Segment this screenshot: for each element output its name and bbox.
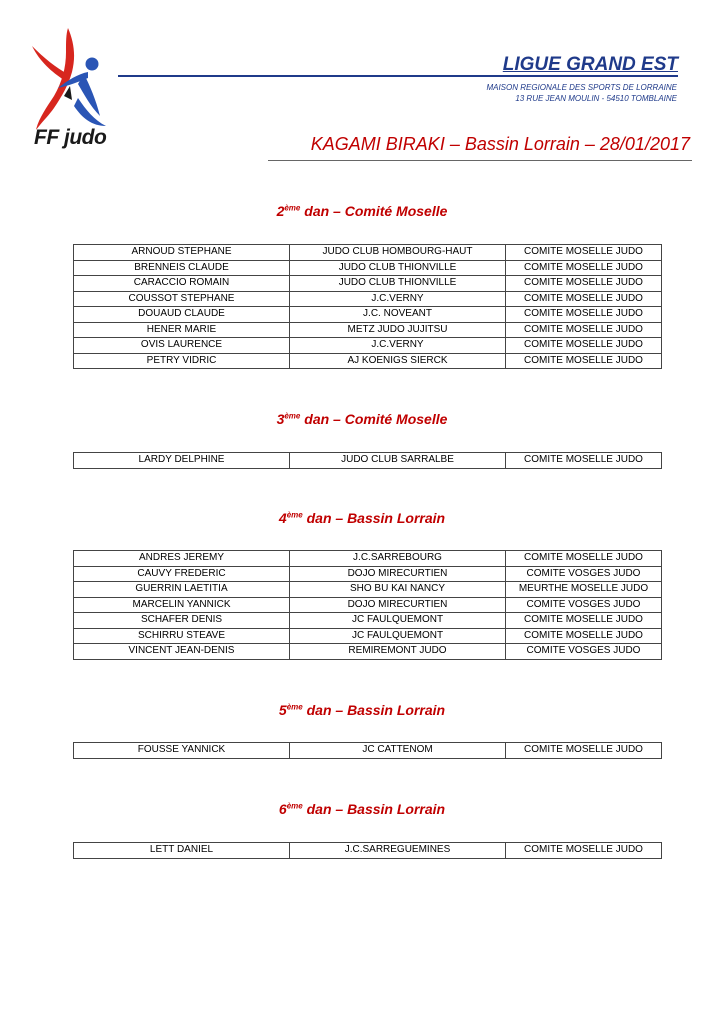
club-cell: J.C.SARREGUEMINES — [290, 843, 506, 859]
committee-cell: MEURTHE MOSELLE JUDO — [506, 582, 662, 598]
name-cell: CAUVY FREDERIC — [74, 566, 290, 582]
name-cell: BRENNEIS CLAUDE — [74, 260, 290, 276]
name-cell: HENER MARIE — [74, 322, 290, 338]
logo-red-arm — [32, 46, 68, 80]
table-row — [74, 582, 662, 598]
table-row — [74, 597, 662, 613]
committee-cell: COMITE MOSELLE JUDO — [506, 291, 662, 307]
table-row — [74, 291, 662, 307]
title-rule — [268, 160, 692, 161]
committee-cell: COMITE MOSELLE JUDO — [506, 353, 662, 369]
club-cell: J.C.VERNY — [290, 338, 506, 354]
committee-cell: COMITE MOSELLE JUDO — [506, 322, 662, 338]
name-cell: DOUAUD CLAUDE — [74, 307, 290, 323]
name-cell: PETRY VIDRIC — [74, 353, 290, 369]
committee-cell: COMITE MOSELLE JUDO — [506, 743, 662, 759]
committee-cell: COMITE MOSELLE JUDO — [506, 276, 662, 292]
name-cell: SCHAFER DENIS — [74, 613, 290, 629]
section-title-2dan: 2ème dan – Comité Moselle — [276, 203, 448, 219]
table-row — [74, 322, 662, 338]
address-line-1: MAISON REGIONALE DES SPORTS DE LORRAINE — [486, 83, 677, 92]
table-5dan — [73, 742, 662, 759]
section-title-6dan: 6ème dan – Bassin Lorrain — [278, 801, 446, 817]
table-row — [74, 843, 662, 859]
table-row — [74, 260, 662, 276]
logo-red-stroke — [36, 28, 74, 130]
club-cell: JUDO CLUB THIONVILLE — [290, 260, 506, 276]
name-cell: COUSSOT STEPHANE — [74, 291, 290, 307]
table-row — [74, 566, 662, 582]
table-3dan — [73, 452, 662, 469]
page-title: KAGAMI BIRAKI – Bassin Lorrain – 28/01/2017 — [310, 134, 690, 154]
section-title-5dan: 5ème dan – Bassin Lorrain — [278, 702, 446, 718]
committee-cell: COMITE MOSELLE JUDO — [506, 260, 662, 276]
club-cell: METZ JUDO JUJITSU — [290, 322, 506, 338]
table-row — [74, 453, 662, 469]
club-cell: JUDO CLUB HOMBOURG-HAUT — [290, 245, 506, 261]
name-cell: SCHIRRU STEAVE — [74, 628, 290, 644]
club-cell: DOJO MIRECURTIEN — [290, 597, 506, 613]
name-cell: CARACCIO ROMAIN — [74, 276, 290, 292]
logo-blue-head — [86, 58, 99, 71]
club-cell: JC FAULQUEMONT — [290, 628, 506, 644]
committee-cell: COMITE MOSELLE JUDO — [506, 628, 662, 644]
committee-cell: COMITE VOSGES JUDO — [506, 566, 662, 582]
name-cell: ANDRES JEREMY — [74, 551, 290, 567]
name-cell: LARDY DELPHINE — [74, 453, 290, 469]
club-cell: J.C.SARREBOURG — [290, 551, 506, 567]
section-title-4dan: 4ème dan – Bassin Lorrain — [278, 510, 446, 526]
club-cell: AJ KOENIGS SIERCK — [290, 353, 506, 369]
name-cell: OVIS LAURENCE — [74, 338, 290, 354]
club-cell: SHO BU KAI NANCY — [290, 582, 506, 598]
name-cell: LETT DANIEL — [74, 843, 290, 859]
section-title-3dan: 3ème dan – Comité Moselle — [276, 411, 448, 427]
committee-cell: COMITE MOSELLE JUDO — [506, 613, 662, 629]
table-row — [74, 245, 662, 261]
club-cell: JC FAULQUEMONT — [290, 613, 506, 629]
club-cell: JUDO CLUB THIONVILLE — [290, 276, 506, 292]
table-row — [74, 307, 662, 323]
table-row — [74, 353, 662, 369]
club-cell: REMIREMONT JUDO — [290, 644, 506, 660]
table-row — [74, 338, 662, 354]
table-row — [74, 743, 662, 759]
table-4dan — [73, 550, 662, 660]
name-cell: GUERRIN LAETITIA — [74, 582, 290, 598]
name-cell: MARCELIN YANNICK — [74, 597, 290, 613]
organization-title: LIGUE GRAND EST — [502, 54, 678, 75]
table-6dan — [73, 842, 662, 859]
committee-cell: COMITE MOSELLE JUDO — [506, 245, 662, 261]
committee-cell: COMITE VOSGES JUDO — [506, 597, 662, 613]
name-cell: ARNOUD STEPHANE — [74, 245, 290, 261]
table-row — [74, 276, 662, 292]
committee-cell: COMITE VOSGES JUDO — [506, 644, 662, 660]
committee-cell: COMITE MOSELLE JUDO — [506, 551, 662, 567]
table-row — [74, 551, 662, 567]
club-cell: JUDO CLUB SARRALBE — [290, 453, 506, 469]
table-row — [74, 613, 662, 629]
committee-cell: COMITE MOSELLE JUDO — [506, 843, 662, 859]
club-cell: JC CATTENOM — [290, 743, 506, 759]
table-2dan — [73, 244, 662, 369]
address-line-2: 13 RUE JEAN MOULIN - 54510 TOMBLAINE — [515, 94, 677, 103]
club-cell: J.C.VERNY — [290, 291, 506, 307]
club-cell: DOJO MIRECURTIEN — [290, 566, 506, 582]
committee-cell: COMITE MOSELLE JUDO — [506, 453, 662, 469]
logo-wordmark: FF judo — [34, 126, 107, 149]
table-row — [74, 644, 662, 660]
committee-cell: COMITE MOSELLE JUDO — [506, 307, 662, 323]
name-cell: FOUSSE YANNICK — [74, 743, 290, 759]
name-cell: VINCENT JEAN-DENIS — [74, 644, 290, 660]
committee-cell: COMITE MOSELLE JUDO — [506, 338, 662, 354]
table-row — [74, 628, 662, 644]
club-cell: J.C. NOVEANT — [290, 307, 506, 323]
